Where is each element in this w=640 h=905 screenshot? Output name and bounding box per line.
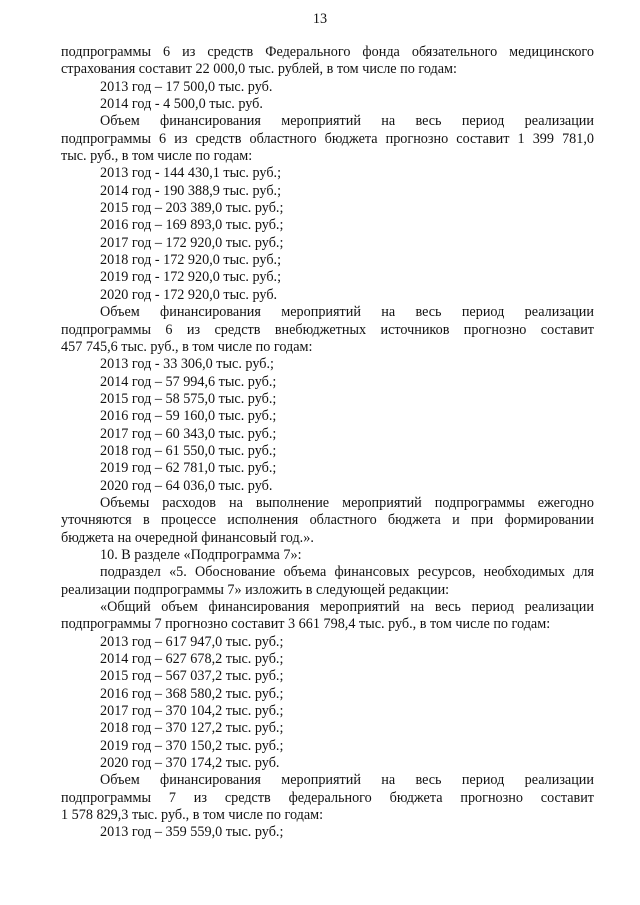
- year-amount-item: 2014 год - 4 500,0 тыс. руб.: [100, 96, 263, 113]
- year-amount-item: 2013 год - 33 306,0 тыс. руб.;: [100, 356, 274, 373]
- paragraph-line: уточняются в процессе исполнения областного бюджета и при формировании: [61, 512, 594, 529]
- paragraph-line: реализации подпрограммы 7» изложить в следующей редакции:: [61, 581, 450, 598]
- year-amount-item: 2017 год – 172 920,0 тыс. руб.;: [100, 234, 284, 251]
- paragraph-line: «Общий объем финансирования мероприятий на весь период реализации: [100, 599, 594, 615]
- year-amount-item: 2019 год - 172 920,0 тыс. руб.;: [100, 269, 282, 286]
- year-amount-item: 2013 год – 617 947,0 тыс. руб.;: [100, 633, 284, 650]
- year-amount-item: 2020 год – 370 174,2 тыс. руб.: [100, 755, 280, 772]
- paragraph-line: 457 745,6 тыс. руб., в том числе по годам:: [61, 338, 313, 355]
- year-amount-item: 2017 год – 370 104,2 тыс. руб.;: [100, 703, 284, 720]
- paragraph-line: Объем финансирования мероприятий на весь период реализации: [100, 772, 594, 789]
- year-amount-item: 2020 год – 64 036,0 тыс. руб.: [100, 477, 273, 494]
- year-amount-item: 2016 год – 169 893,0 тыс. руб.;: [100, 217, 284, 234]
- paragraph-line: подпрограммы 7 прогнозно составит 3 661 798,4 тыс. руб., в том числе по годам:: [61, 616, 551, 633]
- paragraph-line: 1 578 829,3 тыс. руб., в том числе по годам:: [61, 807, 324, 824]
- year-amount-item: 2015 год – 203 389,0 тыс. руб.;: [100, 200, 284, 217]
- page-number: 13: [312, 11, 328, 27]
- document-body: [61, 44, 594, 842]
- year-amount-item: 2014 год - 190 388,9 тыс. руб.;: [100, 182, 282, 199]
- year-amount-item: 2018 год - 172 920,0 тыс. руб.;: [100, 252, 282, 269]
- year-amount-item: 2016 год – 59 160,0 тыс. руб.;: [100, 408, 277, 425]
- year-amount-item: 2013 год – 359 559,0 тыс. руб.;: [100, 824, 284, 841]
- year-amount-item: 2013 год - 144 430,1 тыс. руб.;: [100, 165, 282, 182]
- paragraph-line: Объем финансирования мероприятий на весь период реализации: [100, 113, 594, 130]
- year-amount-item: 2014 год – 627 678,2 тыс. руб.;: [100, 651, 284, 668]
- paragraph-line: подпрограммы 7 из средств федерального бюджета прогнозно составит: [61, 789, 594, 806]
- year-amount-item: 2016 год – 368 580,2 тыс. руб.;: [100, 685, 284, 702]
- year-amount-item: 2020 год - 172 920,0 тыс. руб.: [100, 286, 278, 303]
- year-amount-item: 2018 год – 61 550,0 тыс. руб.;: [100, 442, 277, 459]
- paragraph-line: бюджета на очередной финансовый год.».: [61, 529, 314, 546]
- paragraph-line: подпрограммы 6 из средств Федерального фонда обязательного медицинского: [61, 44, 594, 60]
- year-amount-item: 2014 год – 57 994,6 тыс. руб.;: [100, 373, 277, 390]
- year-amount-item: 2019 год – 370 150,2 тыс. руб.;: [100, 737, 284, 754]
- paragraph-line: Объемы расходов на выполнение мероприятий подпрограммы ежегодно: [100, 494, 594, 511]
- year-amount-item: 2017 год – 60 343,0 тыс. руб.;: [100, 425, 277, 442]
- paragraph-line: подраздел «5. Обоснование объема финансовых ресурсов, необходимых для: [100, 564, 594, 581]
- year-amount-item: 2015 год – 58 575,0 тыс. руб.;: [100, 390, 277, 407]
- paragraph-line: тыс. руб., в том числе по годам:: [61, 148, 253, 165]
- year-amount-item: 2015 год – 567 037,2 тыс. руб.;: [100, 668, 284, 685]
- paragraph-line: Объем финансирования мероприятий на весь период реализации: [100, 304, 594, 321]
- year-amount-item: 2013 год – 17 500,0 тыс. руб.: [100, 78, 273, 95]
- paragraph-line: 10. В разделе «Подпрограмма 7»:: [100, 546, 302, 563]
- year-amount-item: 2019 год – 62 781,0 тыс. руб.;: [100, 460, 277, 477]
- paragraph-line: подпрограммы 6 из средств областного бюджета прогнозно составит 1 399 781,0: [61, 130, 594, 147]
- year-amount-item: 2018 год – 370 127,2 тыс. руб.;: [100, 720, 284, 737]
- paragraph-line: страхования составит 22 000,0 тыс. рублей, в том числе по годам:: [61, 61, 457, 78]
- paragraph-line: подпрограммы 6 из средств внебюджетных источников прогнозно составит: [61, 321, 594, 338]
